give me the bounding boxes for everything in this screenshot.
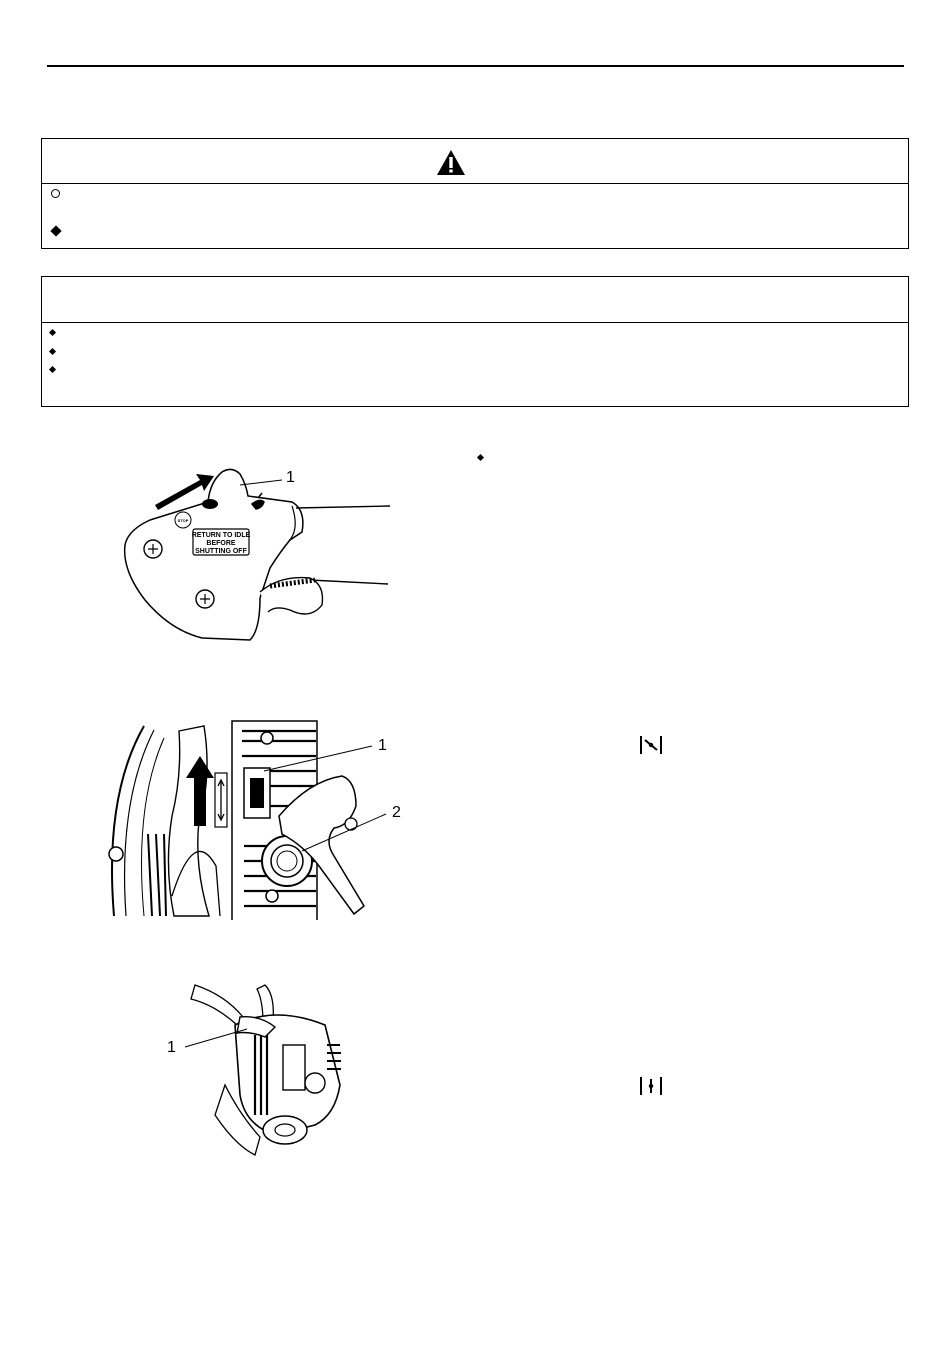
callout-1: 1 bbox=[286, 469, 295, 486]
warning-header bbox=[42, 139, 908, 184]
svg-text:SHUTTING OFF: SHUTTING OFF bbox=[195, 548, 247, 555]
turtle-icon bbox=[202, 499, 218, 509]
warning-box bbox=[41, 138, 909, 249]
engine-start-illustration bbox=[165, 965, 365, 1165]
svg-text:BEFORE: BEFORE bbox=[206, 540, 236, 547]
diamond-bullet-icon bbox=[52, 227, 60, 235]
callout-2: 2 bbox=[392, 804, 401, 821]
svg-text:RETURN TO IDLE: RETURN TO IDLE bbox=[191, 532, 251, 539]
circle-bullet-icon bbox=[51, 189, 60, 198]
small-diamond-bullet-icon bbox=[50, 349, 55, 354]
warning-triangle-icon bbox=[436, 149, 466, 176]
callout-1: 1 bbox=[167, 1039, 176, 1056]
throttle-handle-illustration bbox=[110, 460, 395, 645]
small-diamond-bullet-icon bbox=[50, 330, 55, 335]
header-rule bbox=[47, 65, 904, 67]
svg-text:STOP: STOP bbox=[177, 518, 189, 523]
small-diamond-bullet-icon bbox=[478, 455, 483, 460]
choke-closed-icon bbox=[638, 735, 664, 755]
choke-lever-illustration bbox=[104, 716, 444, 920]
callout-1: 1 bbox=[378, 737, 387, 754]
notice-box bbox=[41, 276, 909, 407]
notice-header bbox=[42, 277, 908, 323]
small-diamond-bullet-icon bbox=[50, 367, 55, 372]
choke-open-icon bbox=[638, 1076, 664, 1096]
